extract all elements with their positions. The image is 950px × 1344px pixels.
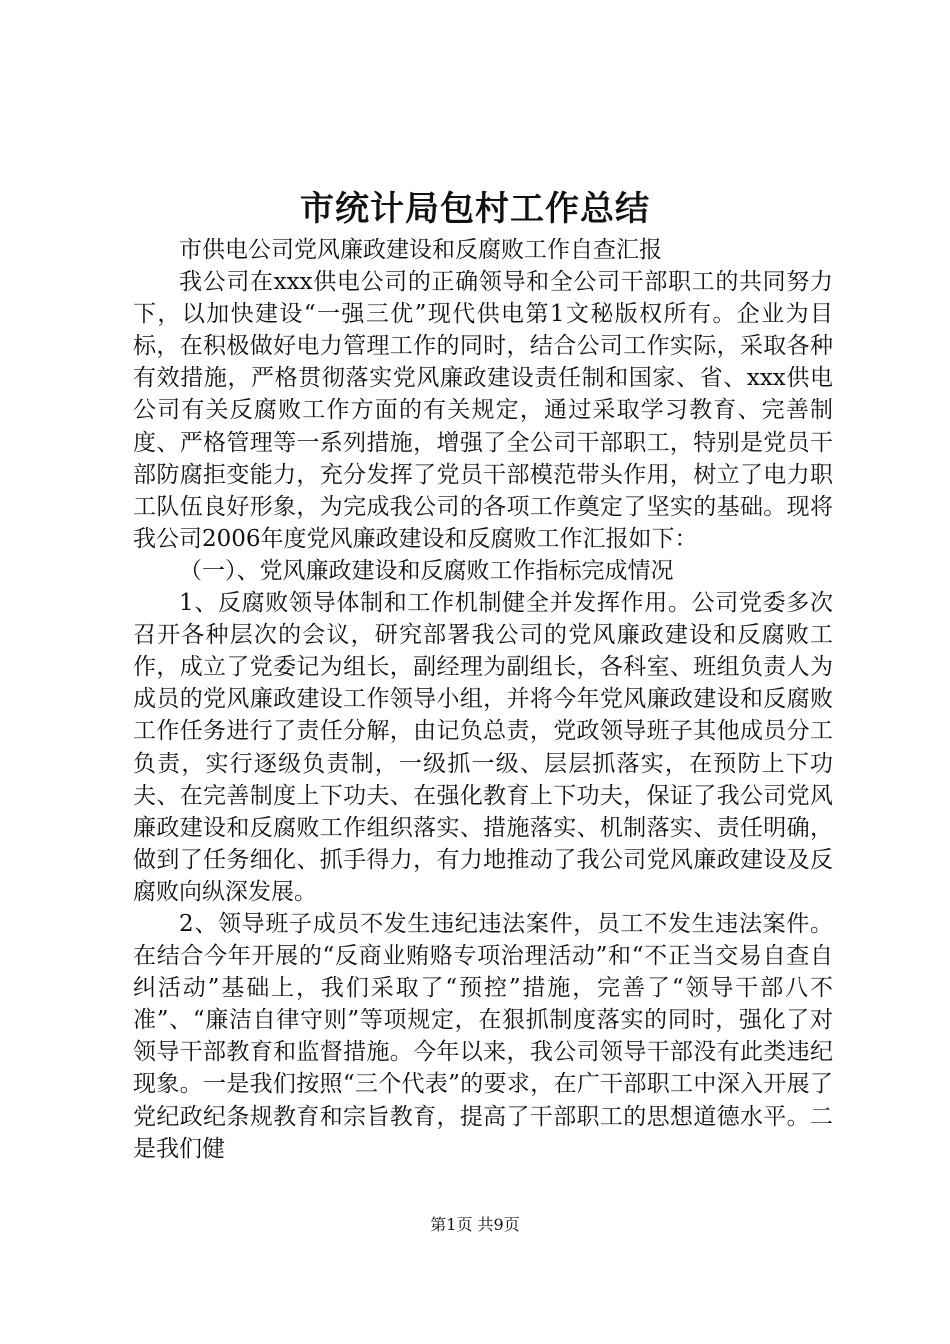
paragraph-intro: 我公司在xxx供电公司的正确领导和全公司干部职工的共同努力下，以加快建设“一强三优”现代供电第1文秘版权所有。企业为目标，在积极做好电力管理工作的同时，结合公司工作实际，采取各种有效措施，严格贯彻落实党风廉政建设责任制和国家、省、xxx供电公司有关反腐败工作方面的有关规定，通过采取学习教育、完善制度、严格管理等一系列措施，增强了全公司干部职工，特别是党员干部防腐拒变能力，充分发挥了党员干部模范带头作用，树立了电力职工队伍良好形象，为完成我公司的各项工作奠定了坚实的基础。现将我公司2006年度党风廉政建设和反腐败工作汇报如下：	[133, 269, 833, 552]
document-title: 市统计局包村工作总结	[300, 189, 650, 229]
section-heading: （一）、党风廉政建设和反腐败工作指标完成情况	[179, 557, 674, 584]
document-body	[133, 234, 833, 1165]
paragraph-item-1: 1、反腐败领导体制和工作机制健全并发挥作用。公司党委多次召开各种层次的会议，研究部署我公司的党风廉政建设和反腐败工作，成立了党委记为组长，副经理为副组长，各科室、班组负责人为成员的党风廉政建设工作领导小组，并将今年党风廉政建设和反腐败工作任务进行了责任分解，由记负总责，党政领导班子其他成员分工负责，实行逐级负责制，一级抓一级、层层抓落实，在预防上下功夫、在完善制度上下功夫、在强化教育上下功夫，保证了我公司党风廉政建设和反腐败工作组织落实、措施落实、机制落实、责任明确，做到了任务细化、抓手得力，有力地推动了我公司党风廉政建设及反腐败向纵深发展。	[133, 590, 833, 905]
page-number-footer: 第1页 共9页	[430, 1215, 520, 1234]
report-subtitle: 市供电公司党风廉政建设和反腐败工作自查汇报	[179, 237, 662, 263]
paragraph-item-2: 2、领导班子成员不发生违纪违法案件，员工不发生违法案件。在结合今年开展的“反商业贿赂专项治理活动”和“不正当交易自查自纠活动”基础上，我们采取了“预控”措施，完善了“领导干部八不准”、“廉洁自律守则”等项规定，在狠抓制度落实的同时，强化了对领导干部教育和监督措施。今年以来，我公司领导干部没有此类违纪现象。一是我们按照“三个代表”的要求，在广干部职工中深入开展了党纪政纪条规教育和宗旨教育，提高了干部职工的思想道德水平。二是我们健	[133, 910, 833, 1162]
